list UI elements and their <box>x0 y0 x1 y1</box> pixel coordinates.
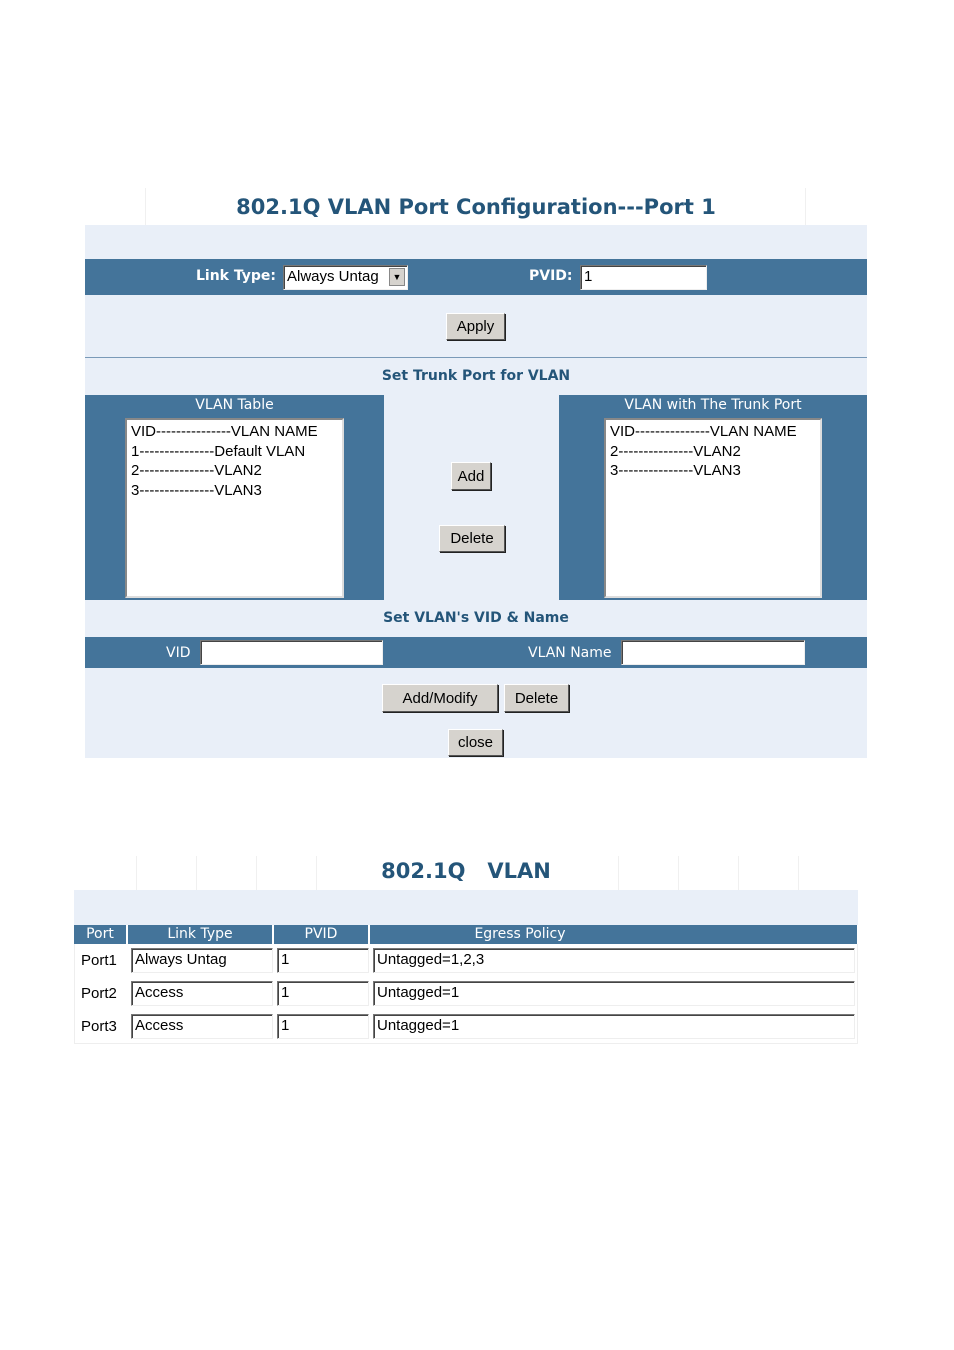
port-cell: Port2 <box>81 985 117 1002</box>
link-type-field[interactable]: Always Untag <box>131 948 273 973</box>
table-row <box>75 1010 859 1043</box>
pvid-field[interactable]: 1 <box>277 981 369 1006</box>
list-item[interactable]: 2---------------VLAN2 <box>131 462 262 479</box>
link-type-field[interactable]: Access <box>131 981 273 1006</box>
title-row <box>85 188 867 225</box>
delete-trunk-button[interactable]: Delete <box>439 525 505 552</box>
vlan-table-section <box>85 395 384 600</box>
vlan-table-listbox[interactable] <box>125 418 344 598</box>
table-row <box>75 977 859 1010</box>
egress-field[interactable]: Untagged=1 <box>373 1014 855 1039</box>
vid-input[interactable] <box>200 640 383 665</box>
header-link-type: Link Type <box>128 925 274 944</box>
list-item[interactable]: VID---------------VLAN NAME <box>131 423 318 440</box>
trunk-label: VLAN with The Trunk Port <box>624 397 802 413</box>
list-item[interactable]: 2---------------VLAN2 <box>610 442 741 460</box>
pvid-label: PVID: <box>529 268 573 284</box>
egress-field[interactable]: Untagged=1 <box>373 981 855 1006</box>
table-row <box>75 944 859 977</box>
apply-button[interactable]: Apply <box>446 313 505 340</box>
vlan-name-input[interactable] <box>621 640 805 665</box>
link-type-field[interactable]: Access <box>131 1014 273 1039</box>
chevron-down-icon: ▼ <box>389 268 405 286</box>
delete-vlan-button[interactable]: Delete <box>504 684 569 712</box>
trunk-heading: Set Trunk Port for VLAN <box>381 368 571 384</box>
vlan-name-label: VLAN Name <box>528 645 612 661</box>
header-pvid: PVID <box>274 925 370 944</box>
summary-title: 802.1Q VLAN <box>381 859 551 883</box>
pvid-input[interactable]: 1 <box>580 265 707 290</box>
list-item[interactable]: 3---------------VLAN3 <box>610 462 741 479</box>
list-item[interactable]: VID---------------VLAN NAME <box>610 423 797 440</box>
link-type-select[interactable] <box>283 265 408 290</box>
header-port: Port <box>74 925 128 944</box>
egress-field[interactable]: Untagged=1,2,3 <box>373 948 855 973</box>
list-item[interactable]: 3---------------VLAN3 <box>131 481 262 499</box>
link-type-bar <box>85 259 867 295</box>
port-cell: Port1 <box>81 952 117 969</box>
vid-heading: Set VLAN's VID & Name <box>383 610 569 626</box>
link-type-label: Link Type: <box>196 268 277 284</box>
port-config-panel <box>85 188 867 758</box>
add-button[interactable]: Add <box>451 462 491 490</box>
trunk-section <box>559 395 867 600</box>
pvid-field[interactable]: 1 <box>277 948 369 973</box>
header-egress: Egress Policy <box>474 926 566 942</box>
port-cell: Port3 <box>81 1018 117 1035</box>
vid-label: VID <box>166 645 191 661</box>
trunk-listbox[interactable] <box>604 418 822 598</box>
vid-bar <box>85 637 867 668</box>
vlan-summary-panel <box>74 856 858 1044</box>
table-header <box>74 925 857 944</box>
page-title: 802.1Q VLAN Port Configuration---Port 1 <box>236 195 716 219</box>
add-modify-button[interactable]: Add/Modify <box>382 684 498 712</box>
close-button[interactable]: close <box>448 729 503 756</box>
link-type-value: Always Untag <box>287 268 379 285</box>
list-item[interactable]: 1---------------Default VLAN <box>131 442 306 460</box>
pvid-field[interactable]: 1 <box>277 1014 369 1039</box>
vlan-table-label: VLAN Table <box>195 397 274 413</box>
